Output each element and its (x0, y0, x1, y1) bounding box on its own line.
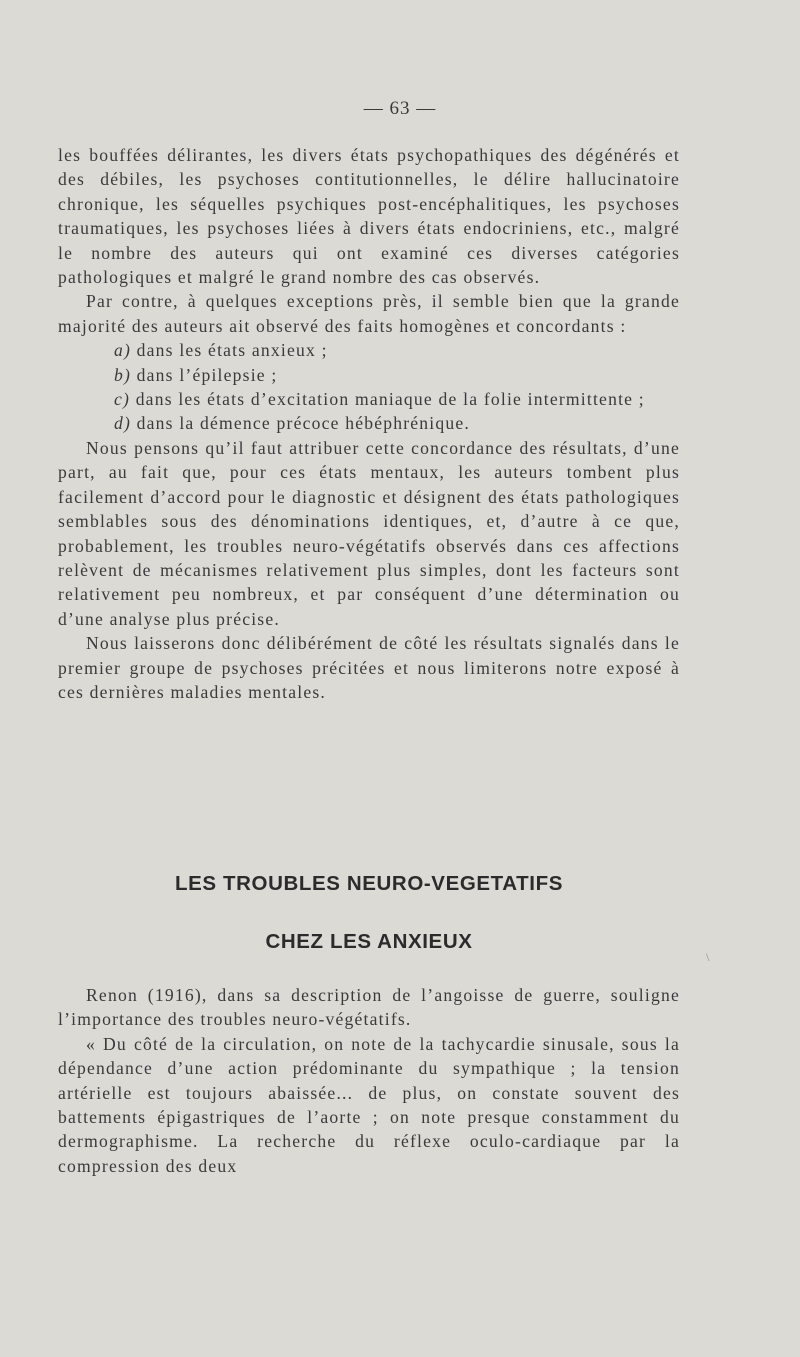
list-marker: b) (114, 364, 132, 385)
list-item (58, 411, 680, 435)
paragraph-quote: « Du côté de la circulation, on note de la tachycardie sinusale, sous la dépendance d’une action prédominante du sympathique ; la tension artérielle est toujours abaissée... de plus, on constate souvent des battements épigastriques de l’aorte ; on note presque constamment du dermographisme. La recherche du réflexe oculo-cardiaque par la compression des deux (58, 1033, 680, 1176)
list-item-text: dans l’épilepsie ; (136, 364, 278, 385)
list-item-text: dans la démence précoce hébéphrénique. (136, 413, 470, 434)
list-item (58, 387, 680, 411)
section-heading-line2: CHEZ LES ANXIEUX (265, 930, 473, 953)
list-marker: d) (114, 413, 132, 434)
paper-mark: \ (706, 950, 710, 964)
section-body-anxieux (58, 983, 680, 1178)
list-item-text: dans les états anxieux ; (136, 340, 328, 361)
section-heading-line1: LES TROUBLES NEURO-VEGETATIFS (175, 872, 563, 895)
paragraph-continuation: les bouffées délirantes, les divers états psychopathiques des dégénérés et des débiles, les psychoses contitutionnelles, le délire hallucinatoire chronique, les séquelles psychiques post-encéphalitiques, les psychoses traumatiques, les psychoses liées à divers états endocriniens, etc., malgré le nombre des auteurs qui ont examiné ces diverses catégories pathologiques et malgré le grand nombre des cas observés. (58, 145, 680, 288)
list-marker: c) (114, 389, 131, 410)
paragraph-concordance: Nous pensons qu’il faut attribuer cette concordance des résultats, d’une part, au fait que, pour ces états mentaux, les auteurs tombent plus facilement d’accord pour le diagnostic et désignent des états pathologiques semblables sous des dénominations identiques, et, d’autre à ce que, probablement, les troubles neuro-végétatifs observés dans ces affections relèvent de mécanismes relativement plus simples, dont les facteurs sont relativement peu nombreux, et par conséquent d’une détermination ou d’une analyse plus précise. (58, 437, 680, 629)
list-item (58, 338, 680, 362)
list-item-text: dans les états d’excitation maniaque de la folie intermittente ; (135, 389, 645, 410)
list-marker: a) (114, 340, 132, 361)
paragraph-conclusion: Nous laisserons donc délibérément de côté les résultats signalés dans le premier groupe de psychoses précitées et nous limiterons notre exposé à ces dernières maladies mentales. (58, 633, 680, 702)
paragraph-renon: Renon (1916), dans sa description de l’angoisse de guerre, souligne l’importance des troubles neuro-végétatifs. (58, 985, 680, 1030)
list-item (58, 363, 680, 387)
page-number: — 63 — (363, 98, 437, 119)
section-body (58, 143, 680, 704)
paragraph-intro: Par contre, à quelques exceptions près, il semble bien que la grande majorité des auteurs ait observé des faits homogènes et concordants : (58, 291, 680, 336)
